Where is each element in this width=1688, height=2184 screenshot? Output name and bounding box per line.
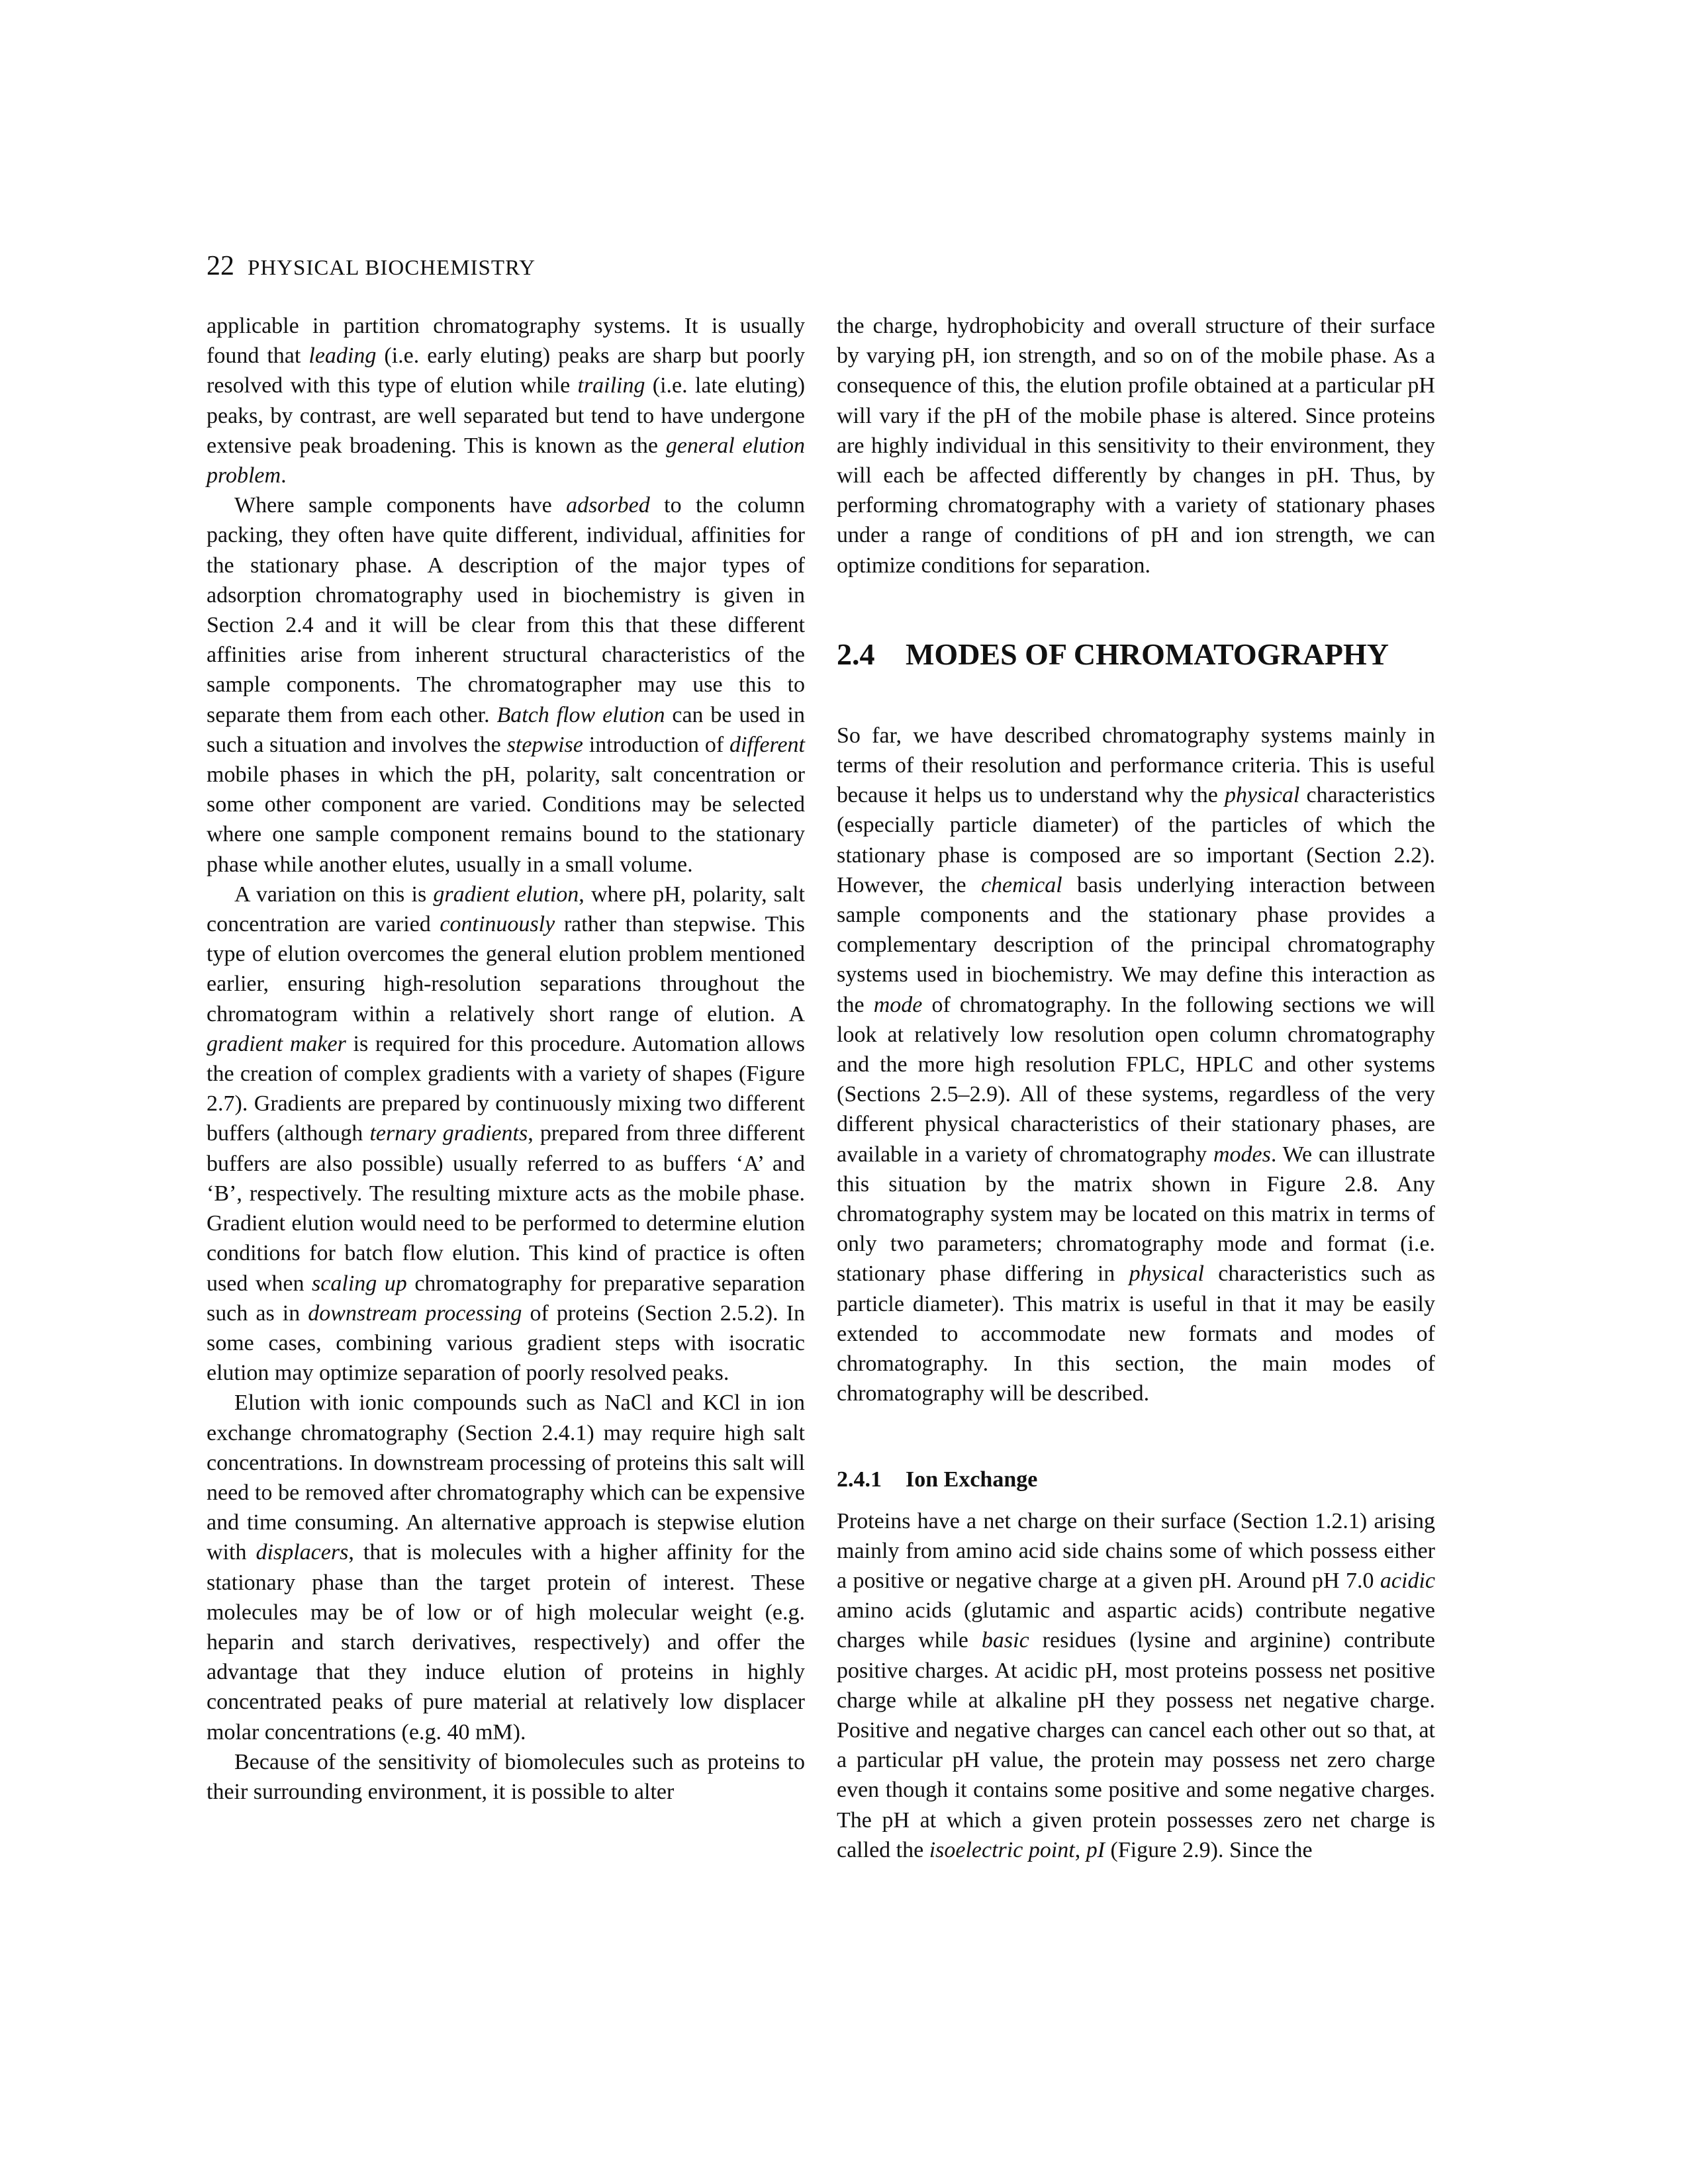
paragraph: applicable in partition chromatography systems. It is usually found that leading (i.e. early eluting) peaks are sharp but poorly resolved with this type of elution while trailing (i.e. late eluting) peaks, by contrast, are well separated but tend to have undergone extensive peak broadening. This is known as the general elution problem. bbox=[207, 314, 806, 488]
left-column bbox=[207, 311, 805, 1807]
paragraph: So far, we have described chromatography systems mainly in terms of their resolution and performance criteria. This is useful because it helps us to understand why the physical characteristics (especially particle diameter) of the particles of which the stationary phase is composed are so important (Section 2.2). However, the chemical basis underlying interaction between sample components and the stationary phase provides a complementary description of the principal chromatography systems used in biochemistry. We may define this interaction as the mode of chromatography. In the following sections we will look at relatively low resolution open column chromatography and the more high resolution FPLC, HPLC and other systems (Sections 2.5–2.9). All of these systems, regardless of the very different physical characteristics of their stationary phases, are available in a variety of chromatography modes. We can illustrate this situation by the matrix shown in Figure 2.8. Any chromatography system may be located on this matrix in terms of only two parameters; chromatography mode and format (i.e. stationary phase differing in physical characteristics such as particle diameter). This matrix is useful in that it may be easily extended to accommodate new formats and modes of chromatography. In this section, the main modes of chromatography will be described. bbox=[837, 723, 1435, 1406]
section-number: 2.4 bbox=[837, 637, 875, 671]
running-head-title: PHYSICAL BIOCHEMISTRY bbox=[248, 256, 536, 280]
paragraph: Proteins have a net charge on their surface (Section 1.2.1) arising mainly from amino acid side chains some of which possess either a positive or negative charge at a given pH. Around pH 7.0 acidic amino acids (glutamic and aspartic acids) contribute negative charges while basic residues (lysine and arginine) contribute positive charges. At acidic pH, most proteins possess net positive charge while at alkaline pH they possess net negative charge. Positive and negative charges can cancel each other out so that, at a particular pH value, the protein may possess net zero charge even though it contains some positive and some negative charges. The pH at which a given protein possesses zero net charge is called the isoelectric point, pI (Figure 2.9). Since the bbox=[837, 1508, 1435, 1862]
running-head bbox=[207, 253, 536, 281]
subsection-number: 2.4.1 bbox=[837, 1467, 882, 1492]
subsection-heading bbox=[837, 1465, 1435, 1494]
paragraph: the charge, hydrophobicity and overall structure of their surface by varying pH, ion strength, and so on of the mobile phase. As a consequence of this, the elution profile obtained at a particular pH will vary if the pH of the mobile phase is altered. Since proteins are highly individual in this sensitivity to their environment, they will each be affected differently by changes in pH. Thus, by performing chromatography with a variety of stationary phases under a range of conditions of pH and ion strength, we can optimize conditions for separation. bbox=[837, 314, 1435, 578]
paragraph: Because of the sensitivity of biomolecules such as proteins to their surrounding environment, it is possible to alter bbox=[207, 1749, 805, 1804]
right-column bbox=[837, 311, 1435, 1865]
subsection-title: Ion Exchange bbox=[906, 1467, 1038, 1492]
paragraph: Where sample components have adsorbed to the column packing, they often have quite different, individual, affinities for the stationary phase. A description of the major types of adsorption chromatography used in biochemistry is given in Section 2.4 and it will be clear from this that these different affinities arise from inherent structural characteristics of the sample components. The chromatographer may use this to separate them from each other. Batch flow elution can be used in such a situation and involves the stepwise introduction of different mobile phases in which the pH, polarity, salt concentration or some other component are varied. Conditions may be selected where one sample component remains bound to the stationary phase while another elutes, usually in a small volume. bbox=[207, 493, 806, 877]
section-heading bbox=[837, 636, 1435, 673]
paragraph: Elution with ionic compounds such as NaCl and KCl in ion exchange chromatography (Section 2.4.1) may require high salt concentrations. In downstream processing of proteins this salt will need to be removed after chromatography which can be expensive and time consuming. An alternative approach is stepwise elution with displacers, that is molecules with a higher affinity for the stationary phase than the target protein of interest. These molecules may be of low or of high molecular weight (e.g. heparin and starch derivatives, respectively) and offer the advantage that they induce elution of proteins in highly concentrated peaks of pure material at relatively low displacer molar concentrations (e.g. 40 mM). bbox=[207, 1390, 806, 1745]
section-title: MODES OF CHROMATOGRAPHY bbox=[906, 637, 1389, 671]
page-number: 22 bbox=[207, 251, 234, 281]
paragraph: A variation on this is gradient elution, where pH, polarity, salt concentration are varied continuously rather than stepwise. This type of elution overcomes the general elution problem mentioned earlier, ensuring high-resolution separations throughout the chromatogram within a relatively short range of elution. A gradient maker is required for this procedure. Automation allows the creation of complex gradients with a variety of shapes (Figure 2.7). Gradients are prepared by continuously mixing two different buffers (although ternary gradients, prepared from three different buffers are also possible) usually referred to as buffers ‘A’ and ‘B’, respectively. The resulting mixture acts as the mobile phase. Gradient elution would need to be performed to determine elution conditions for batch flow elution. This kind of practice is often used when scaling up chromatography for preparative separation such as in downstream processing of proteins (Section 2.5.2). In some cases, combining various gradient steps with isocratic elution may optimize separation of poorly resolved peaks. bbox=[207, 882, 806, 1386]
